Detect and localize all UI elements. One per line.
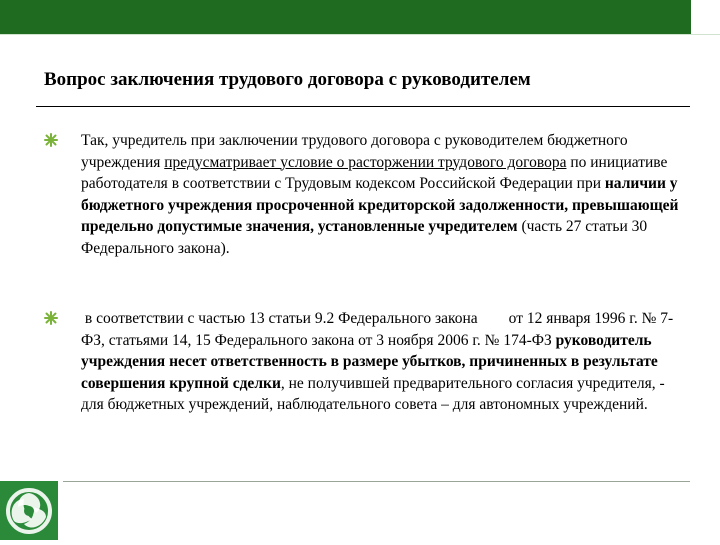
bullet-1-segment-5: (часть 27 статьи 30 Федерального закона). <box>81 218 648 257</box>
slide-title: Вопрос заключения трудового договора с руководителем <box>44 69 531 90</box>
header-band <box>0 0 720 38</box>
bullet-2-segment-3: , не получившей предварительного согласия учредителя, - для бюджетных учреждений, наблюдательного совета – для автономных учреждений. <box>81 374 669 413</box>
header-edge <box>0 34 720 35</box>
bullet-text-1 <box>81 130 691 259</box>
title-divider <box>36 106 690 107</box>
asterisk-bullet-icon <box>44 133 58 147</box>
header-green-bar <box>0 0 691 34</box>
bullet-1-segment-4: наличии у бюджетного учреждения просроченной кредиторской задолженности, превышающей предельно допустимые значения, установленные учредителем <box>81 175 679 235</box>
bullet-1-segment-3: по инициативе работодателя в соответствии с Трудовым кодексом Российской Федерации при <box>81 153 668 192</box>
logo-graphic <box>0 481 58 540</box>
bullet-2-segment-1: в соответствии с частью 13 статьи 9.2 Федерального закона от 12 января 1996 г. № 7-ФЗ, статьями 14, 15 Федерального закона от 3 ноября 2006 г. № 174-ФЗ <box>81 310 674 349</box>
swirl-logo-icon <box>0 481 58 540</box>
bullet-text-2 <box>81 308 691 416</box>
bullet-1-segment-1: Так, учредитель при заключении трудового договора с руководителем бюджетного учреждения <box>81 132 628 171</box>
asterisk-bullet-icon <box>44 311 58 325</box>
bullet-2-segment-2: руководитель учреждения несет ответственность в размере убытков, причиненных в результате совершения крупной сделки <box>81 331 662 392</box>
bullet-1-segment-2: предусматривает условие о расторжении трудового договора <box>164 153 567 171</box>
footer-divider <box>63 481 690 482</box>
